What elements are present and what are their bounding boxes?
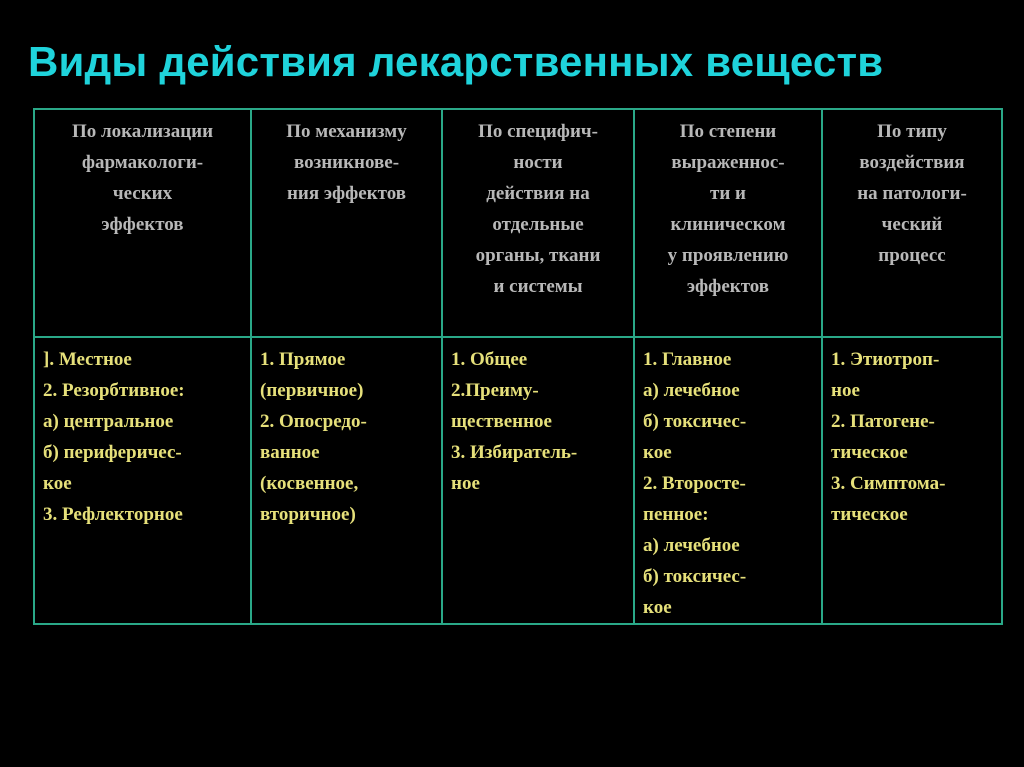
header-specificity [442, 109, 634, 337]
cell-severity [634, 337, 822, 624]
text-line: отдельные [492, 214, 584, 235]
text-line: на патологи- [857, 183, 967, 204]
text-line: По степени [679, 121, 777, 142]
text-line: б) токсичес- [643, 566, 747, 587]
effects-table [33, 108, 1003, 625]
header-mechanism [251, 109, 442, 337]
text-line: 2. Резорбтивное: [43, 380, 185, 401]
text-line: ванное [260, 442, 320, 463]
text-line: 1. Этиотроп- [831, 349, 940, 370]
text-line: клиническом [670, 214, 786, 235]
text-line: кое [643, 597, 672, 618]
text-line: кое [43, 473, 72, 494]
slide-title: Виды действия лекарственных веществ [28, 38, 884, 85]
text-line: 1. Общее [451, 349, 528, 370]
cell-pathology-type [822, 337, 1002, 624]
text-line: процесс [878, 245, 946, 266]
text-line: ти и [710, 183, 746, 204]
text-line: выраженнос- [671, 152, 785, 173]
text-line: кое [643, 442, 672, 463]
text-line: ]. Местное [43, 349, 132, 370]
text-line: тическое [831, 442, 908, 463]
text-line: 1. Главное [643, 349, 732, 370]
text-line: а) лечебное [643, 535, 740, 556]
text-line: 3. Рефлекторное [43, 504, 183, 525]
text-line: 2. Опосредо- [260, 411, 367, 432]
text-line: вторичное) [260, 504, 356, 525]
text-line: возникнове- [293, 152, 400, 173]
header-localization [34, 109, 251, 337]
text-line: органы, ткани [475, 245, 601, 266]
text-line: ческий [881, 214, 943, 235]
text-line: По специфич- [478, 121, 598, 142]
cell-specificity [442, 337, 634, 624]
text-line: 2.Преиму- [451, 380, 539, 401]
cell-localization [34, 337, 251, 624]
text-line: 3. Симптома- [831, 473, 946, 494]
text-line: а) центральное [43, 411, 174, 432]
text-line: эффектов [686, 276, 770, 297]
text-line: (косвенное, [260, 473, 359, 494]
text-line: ное [451, 473, 480, 494]
text-line: действия на [486, 183, 590, 204]
cell-mechanism [251, 337, 442, 624]
text-line: ческих [112, 183, 173, 204]
text-line: ности [513, 152, 563, 173]
text-line: и системы [493, 276, 583, 297]
text-line: пенное: [643, 504, 709, 525]
text-line: воздействия [859, 152, 965, 173]
text-line: щественное [451, 411, 552, 432]
text-line: б) периферичес- [43, 442, 182, 463]
text-line: 2. Второсте- [643, 473, 746, 494]
text-line: б) токсичес- [643, 411, 747, 432]
text-line: а) лечебное [643, 380, 740, 401]
text-line: По типу [877, 121, 947, 142]
text-line: ное [831, 380, 860, 401]
text-line: По механизму [286, 121, 407, 142]
text-line: По локализации [71, 121, 214, 142]
text-line: у проявлению [667, 245, 789, 266]
header-row [34, 109, 1002, 337]
content-row [34, 337, 1002, 624]
text-line: ния эффектов [286, 183, 407, 204]
text-line: 1. Прямое [260, 349, 346, 370]
effects-table-container [33, 108, 1001, 618]
text-line: (первичное) [260, 380, 364, 401]
text-line: 2. Патогене- [831, 411, 935, 432]
text-line: фармакологи- [81, 152, 204, 173]
header-pathology-type [822, 109, 1002, 337]
text-line: 3. Избиратель- [451, 442, 578, 463]
text-line: тическое [831, 504, 908, 525]
header-severity [634, 109, 822, 337]
text-line: эффектов [101, 214, 184, 235]
